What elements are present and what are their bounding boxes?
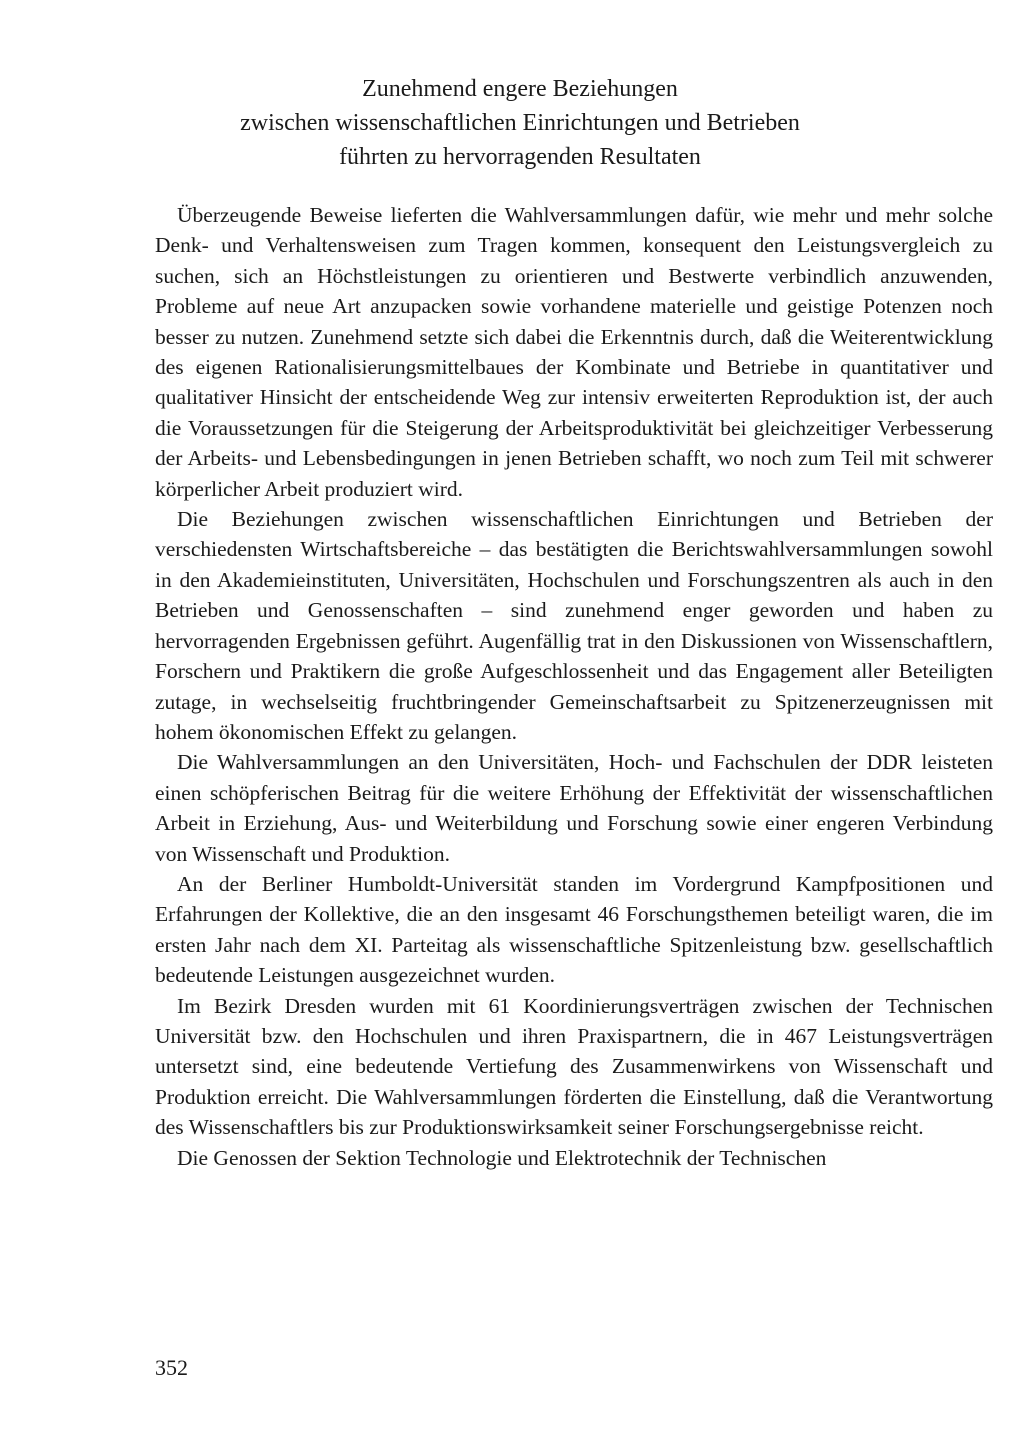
paragraph-5: Im Bezirk Dresden wurden mit 61 Koordinierungsverträgen zwischen der Technischen Universität bzw. den Hochschulen und ihren Praxispartnern, die in 467 Leistungsverträgen untersetzt sind, eine bedeutende Vertiefung des Zusammenwirkens von Wissenschaft und Produktion erreicht. Die Wahlversammlungen förderten die Einstellung, daß die Verantwortung des Wissenschaftlers bis zur Produktionswirksamkeit seiner Forschungsergebnisse reicht.: [155, 993, 993, 1140]
paragraph-6: Die Genossen der Sektion Technologie und Elektrotechnik der Technischen: [177, 1145, 827, 1170]
page-number: 352: [155, 1355, 188, 1380]
heading-line-3: führten zu hervorragenden Resultaten: [339, 144, 701, 170]
heading-line-2: zwischen wissenschaftlichen Einrichtungen und Betrieben: [240, 110, 800, 136]
paragraph-3: Die Wahlversammlungen an den Universitäten, Hoch- und Fachschulen der DDR leisteten einen schöpferischen Beitrag für die weitere Erhöhung der Effektivität der wissenschaftlichen Arbeit in Erziehung, Aus- und Weiterbildung und Forschung sowie einer engeren Verbindung von Wissenschaft und Produktion.: [155, 750, 993, 866]
section-heading: [150, 72, 890, 174]
paragraph-1: Überzeugende Beweise lieferten die Wahlversammlungen dafür, wie mehr und mehr solche Denk- und Verhaltensweisen zum Tragen kommen, konsequent den Leistungsvergleich zu suchen, sich an Höchstleistungen zu orientieren und Bestwerte verbindlich anzuwenden, Probleme auf neue Art anzupacken sowie vorhandene materielle und geistige Potenzen noch besser zu nutzen. Zunehmend setzte sich dabei die Erkenntnis durch, daß die Weiterentwicklung des eigenen Rationalisierungsmittelbaues der Kombinate und Betriebe in quantitativer und qualitativer Hinsicht der entscheidende Weg zur intensiv erweiterten Reproduktion ist, der auch die Voraussetzungen für die Steigerung der Arbeitsproduktivität bei gleichzeitiger Verbesserung der Arbeits- und Lebensbedingungen in jenen Betrieben schafft, wo noch zum Teil mit schwerer körperlicher Arbeit produziert wird.: [155, 203, 993, 501]
paragraph-4: An der Berliner Humboldt-Universität standen im Vordergrund Kampfpositionen und Erfahrungen der Kollektive, die an den insgesamt 46 Forschungsthemen beteiligt waren, die im ersten Jahr nach dem XI. Parteitag als wissenschaftliche Spitzenleistung bzw. gesellschaftlich bedeutende Leistungen ausgezeichnet wurden.: [155, 871, 993, 988]
paragraph-2: Die Beziehungen zwischen wissenschaftlichen Einrichtungen und Betrieben der verschiedensten Wirtschaftsbereiche – das bestätigten die Berichtswahlversammlungen sowohl in den Akademieinstituten, Universitäten, Hochschulen und Forschungszentren als auch in den Betrieben und Genossenschaften – sind zunehmend enger geworden und haben zu hervorragenden Ergebnissen geführt. Augenfällig trat in den Diskussionen von Wissenschaftlern, Forschern und Praktikern die große Aufgeschlossenheit und das Engagement aller Beteiligten zutage, in wechselseitig fruchtbringender Gemeinschaftsarbeit zu Spitzenerzeugnissen mit hohem ökonomischen Effekt zu gelangen.: [155, 507, 993, 744]
heading-line-1: Zunehmend engere Beziehungen: [362, 76, 678, 102]
body-text: [155, 200, 993, 1173]
